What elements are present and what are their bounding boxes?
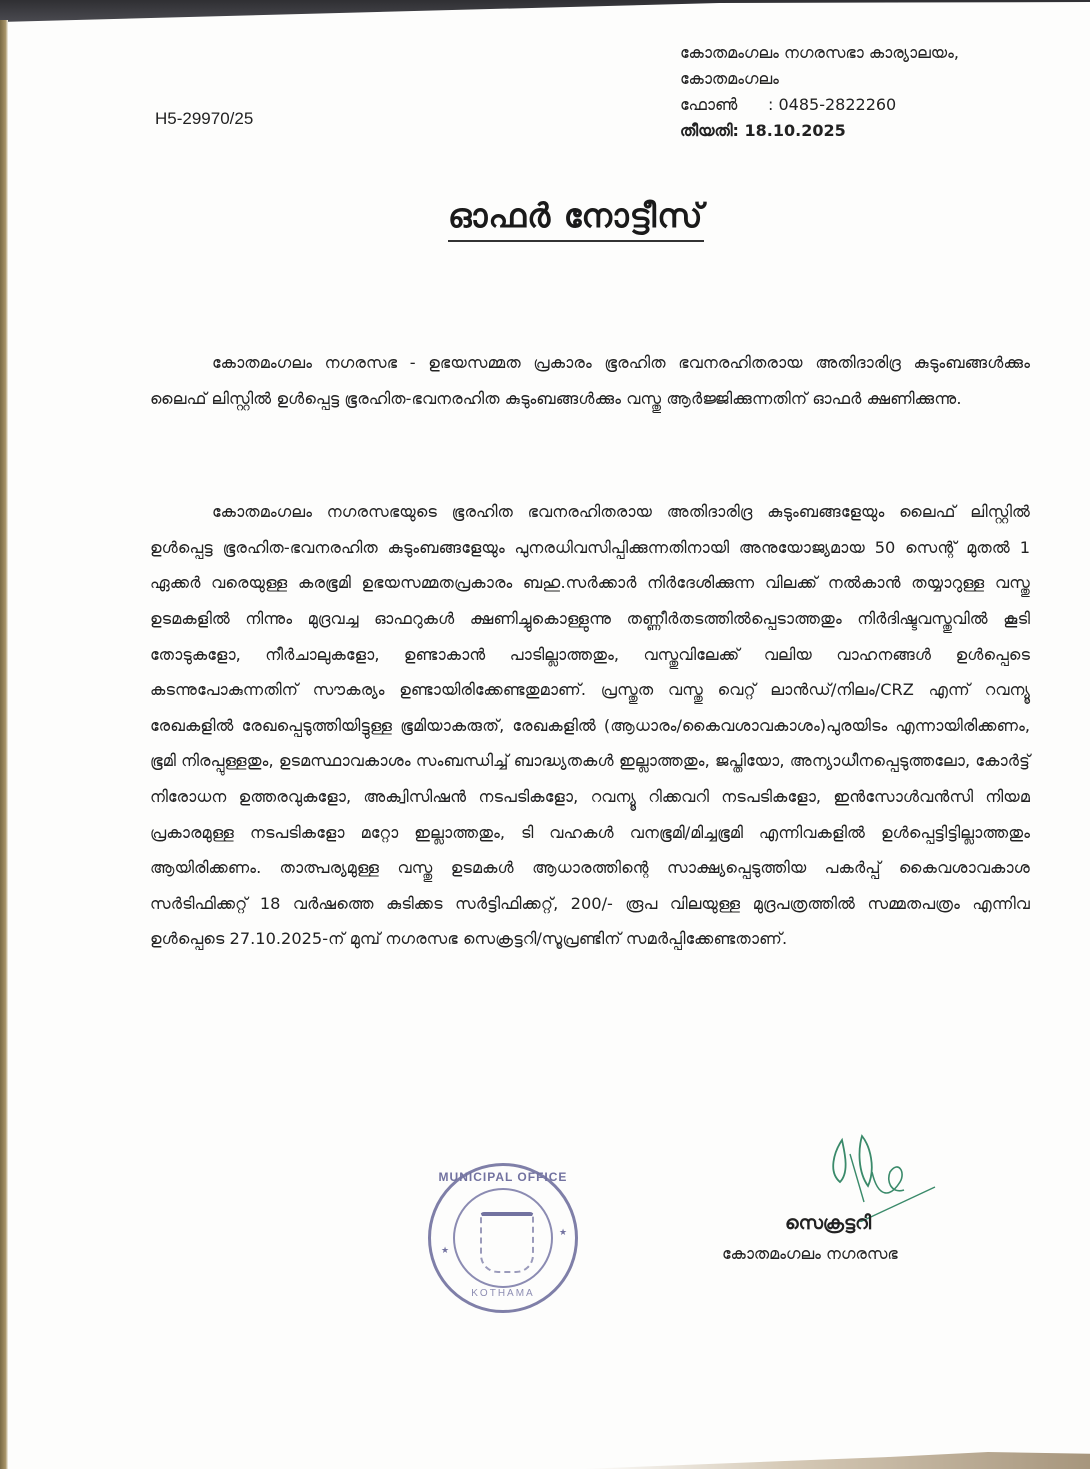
signatory-title: സെക്രട്ടറി bbox=[785, 1212, 872, 1234]
phone-label: ഫോൺ bbox=[680, 95, 738, 114]
seal-top-text: MUNICIPAL OFFICE bbox=[438, 1170, 568, 1184]
office-place: കോതമംഗലം bbox=[680, 69, 779, 88]
seal-emblem-icon bbox=[480, 1212, 534, 1273]
file-number: H5-29970/25 bbox=[155, 109, 254, 128]
date-label: തീയതി: bbox=[680, 121, 739, 140]
seal-star-icon: ★ bbox=[559, 1228, 568, 1238]
scan-shadow-top bbox=[0, 0, 1090, 22]
date-row bbox=[680, 118, 959, 144]
seal-star-icon: ★ bbox=[441, 1246, 450, 1256]
municipal-office-seal bbox=[428, 1163, 578, 1313]
phone-row bbox=[680, 92, 959, 118]
document-title: ഓഫർ നോട്ടീസ് bbox=[448, 196, 704, 242]
signature-icon bbox=[820, 1132, 940, 1222]
seal-bottom-text: KOTHAMA bbox=[471, 1288, 535, 1299]
signatory-organization: കോതമംഗലം നഗരസഭ bbox=[722, 1244, 898, 1263]
scan-edge-left bbox=[0, 20, 8, 1469]
seal-inner-ring bbox=[453, 1188, 553, 1288]
paragraph-subject: കോതമംഗലം നഗരസഭ - ഉഭയസമ്മത പ്രകാരം ഭൂരഹിത ഭവനരഹിതരായ അതിദാരിദ്ര കുടുംബങ്ങൾക്കും ലൈഫ് ലിസ്റ്റിൽ ഉൾപ്പെട്ട ഭൂരഹിത-ഭവനരഹിത കുടുംബങ്ങൾക്കും വസ്തു ആർജ്ജിക്കുന്നതിന് ഓഫർ ക്ഷണിക്കുന്നു. bbox=[150, 353, 1030, 408]
date-value: 18.10.2025 bbox=[744, 121, 846, 140]
phone-value: : 0485-2822260 bbox=[768, 95, 897, 114]
office-name: കോതമംഗലം നഗരസഭാ കാര്യാലയം, bbox=[680, 43, 959, 62]
scan-edge-bottom bbox=[580, 1452, 1090, 1469]
office-address-block bbox=[680, 40, 959, 144]
paragraph-body: കോതമംഗലം നഗരസഭയുടെ ഭൂരഹിത ഭവനരഹിതരായ അതിദാരിദ്ര കുടുംബങ്ങളേയും ലൈഫ് ലിസ്റ്റിൽ ഉൾപ്പെട്ട ഭൂരഹിത-ഭവനരഹിത കുടുംബങ്ങളേയും പുനരധിവസിപ്പിക്കുന്നതിനായി അനുയോജ്യമായ 50 സെന്റ് മുതൽ 1 ഏക്കർ വരെയുള്ള കരഭൂമി ഉഭയസമ്മതപ്രകാരം ബഹു.സർക്കാർ നിർദേശിക്കുന്ന വിലക്ക് നൽകാൻ തയ്യാറുള്ള വസ്തു ഉടമകളിൽ നിന്നും മുദ്രവച്ച ഓഫറുകൾ ക്ഷണിച്ചുകൊള്ളുന്നു തണ്ണീർതടത്തിൽപ്പെടാത്തതും നിർദിഷ്ടവസ്തുവിൽ കൂടി തോടുകളോ, നീർചാലുകളോ, ഉണ്ടാകാൻ പാടില്ലാത്തതും, വസ്തുവിലേക്ക് വലിയ വാഹനങ്ങൾ ഉൾപ്പെടെ കടന്നുപോകുന്നതിന് സൗകര്യം ഉണ്ടായിരിക്കേണ്ടതുമാണ്. പ്രസ്തുത വസ്തു വെറ്റ് ലാൻഡ്/നിലം/CRZ എന്ന് റവന്യൂ രേഖകളിൽ രേഖപ്പെടുത്തിയിട്ടുള്ള ഭൂമിയാകരുത്, രേഖകളിൽ (ആധാരം/കൈവശാവകാശം)പുരയിടം എന്നായിരിക്കണം, ഭൂമി നിരപ്പുള്ളതും, ഉടമസ്ഥാവകാശം സംബന്ധിച്ച് ബാദ്ധ്യതകൾ ഇല്ലാത്തതും, ജപ്തിയോ, അന്യാധീനപ്പെടുത്തലോ, കോർട്ട് നിരോധന ഉത്തരവുകളോ, അക്വിസിഷൻ നടപടികളോ, റവന്യൂ റിക്കവറി നടപടികളോ, ഇൻസോൾവൻസി നിയമ പ്രകാരമുള്ള നടപടികളോ മറ്റോ ഇല്ലാത്തതും, ടി വഹകൾ വനഭൂമി/മിച്ചഭൂമി എന്നിവകളിൽ ഉൾപ്പെട്ടിട്ടില്ലാത്തതും ആയിരിക്കണം. താത്പര്യമുള്ള വസ്തു ഉടമകൾ ആധാരത്തിന്റെ സാക്ഷ്യപ്പെടുത്തിയ പകർപ്പ് കൈവശാവകാശ സർടിഫിക്കറ്റ് 18 വർഷത്തെ കുടിക്കട സർട്ടിഫിക്കറ്റ്, 200/- രൂപ വിലയുള്ള മുദ്രപത്രത്തിൽ സമ്മതപത്രം എന്നിവ ഉൾപ്പെടെ 27.10.2025-ന് മുമ്പ് നഗരസഭ സെക്രട്ടറി/സൂപ്രണ്ടിന് സമർപ്പിക്കേണ്ടതാണ്. bbox=[150, 502, 1030, 949]
